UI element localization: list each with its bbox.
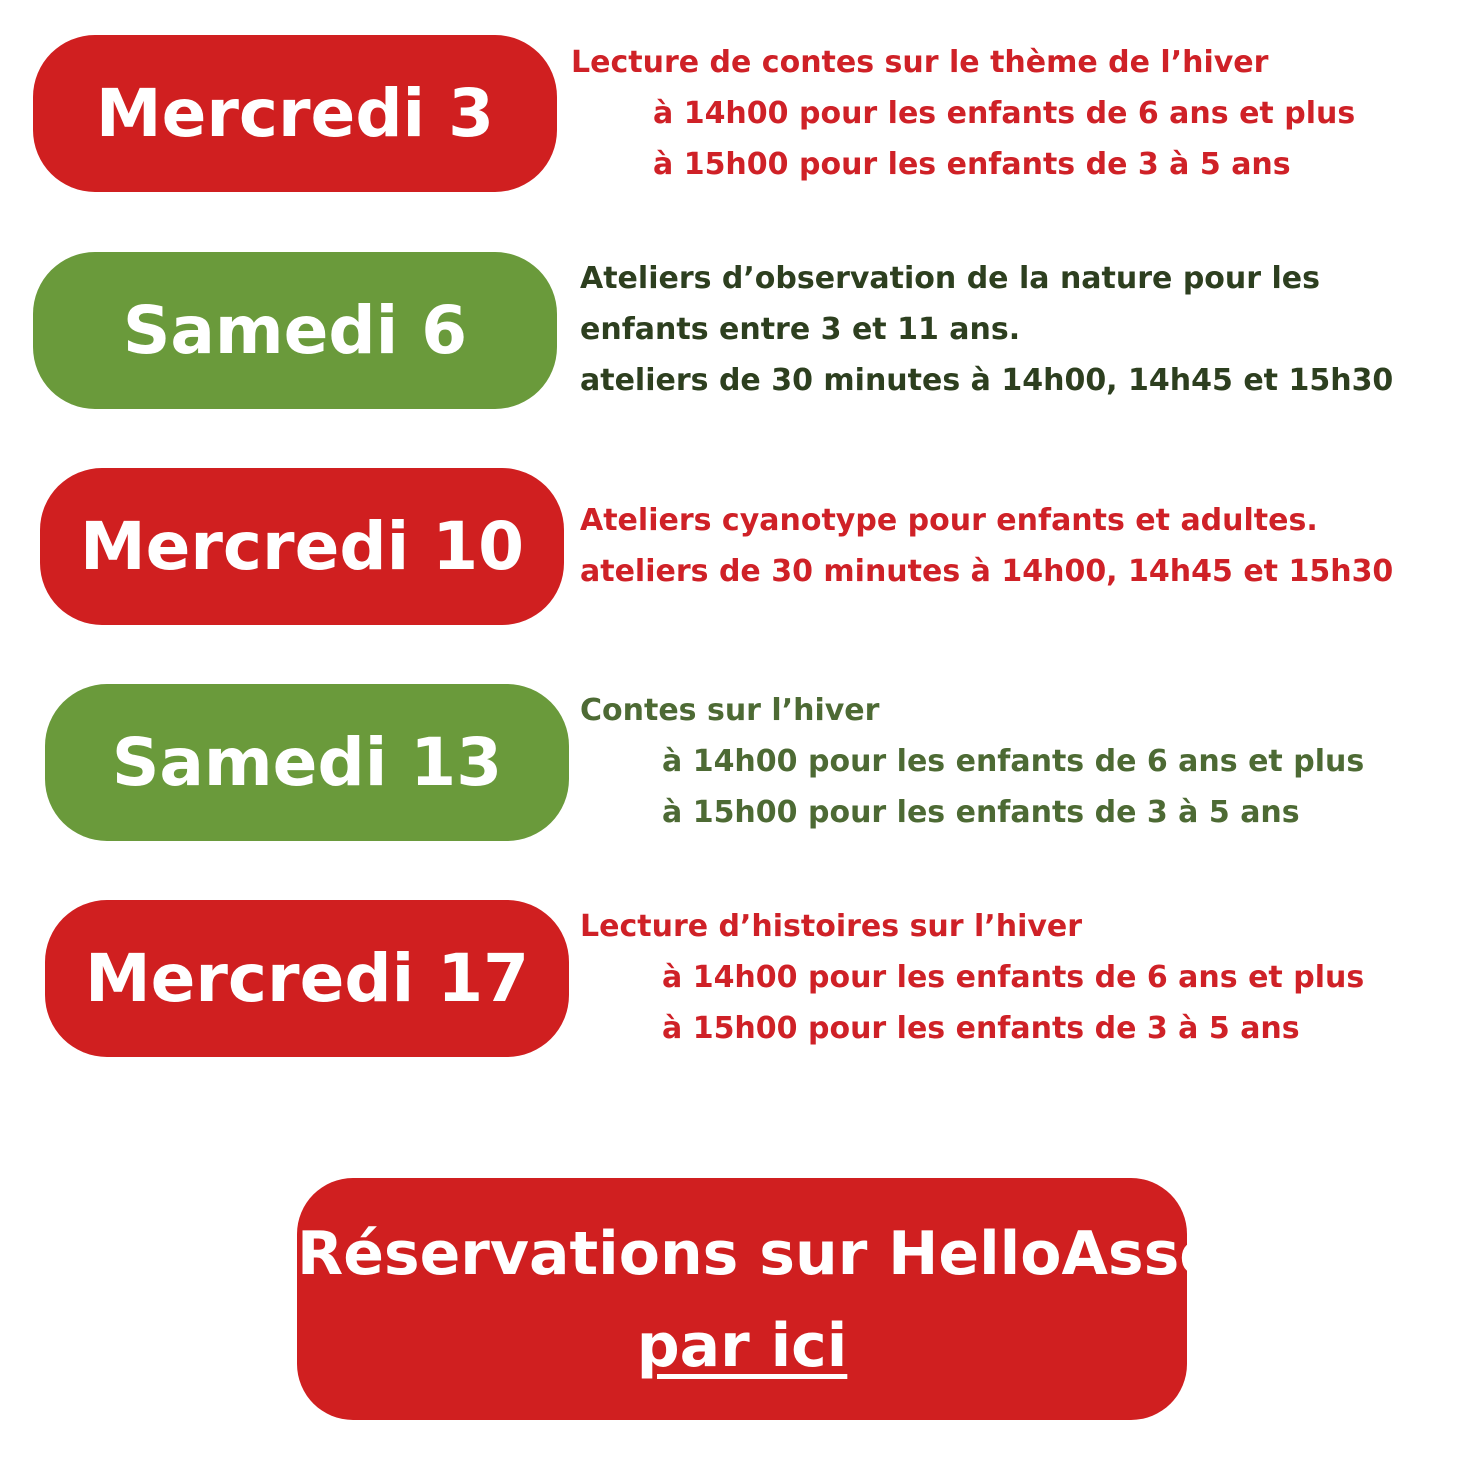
event-description-line: ateliers de 30 minutes à 14h00, 14h45 et 15h30 [580,363,1394,398]
event-date-badge-mercredi-17: Mercredi 17 [45,900,569,1057]
event-description-mercredi-17 [580,901,1364,1054]
event-description-line: à 14h00 pour les enfants de 6 ans et plus [662,744,1365,779]
reservation-banner [297,1178,1221,1420]
event-description-line: Lecture de contes sur le thème de l’hiver [571,45,1269,80]
event-description-line: Ateliers d’observation de la nature pour les [580,261,1320,296]
event-description-line: Ateliers cyanotype pour enfants et adultes. [580,503,1318,538]
event-date-badge-mercredi-10: Mercredi 10 [40,468,564,625]
event-date-badge-samedi-13: Samedi 13 [45,684,569,841]
event-description-samedi-13 [580,685,1364,838]
event-description-samedi-6 [580,253,1393,406]
event-date-badge-samedi-6: Samedi 6 [33,252,557,409]
event-description-line: ateliers de 30 minutes à 14h00, 14h45 et 15h30 [580,554,1394,589]
event-description-line: à 14h00 pour les enfants de 6 ans et plus [653,96,1356,131]
event-description-line: à 15h00 pour les enfants de 3 à 5 ans [662,1011,1300,1046]
event-description-line: Lecture d’histoires sur l’hiver [580,909,1083,944]
event-description-line: à 15h00 pour les enfants de 3 à 5 ans [653,147,1291,182]
event-description-mercredi-3 [571,37,1355,190]
reservation-title: Réservations sur HelloAsso [297,1219,1221,1289]
event-date-badge-mercredi-3: Mercredi 3 [33,35,557,192]
event-description-line: Contes sur l’hiver [580,693,880,728]
event-description-mercredi-10 [580,495,1393,597]
event-description-line: enfants entre 3 et 11 ans. [580,312,1021,347]
event-description-line: à 14h00 pour les enfants de 6 ans et plus [662,960,1365,995]
reservation-link[interactable]: par ici [636,1311,848,1381]
event-description-line: à 15h00 pour les enfants de 3 à 5 ans [662,795,1300,830]
